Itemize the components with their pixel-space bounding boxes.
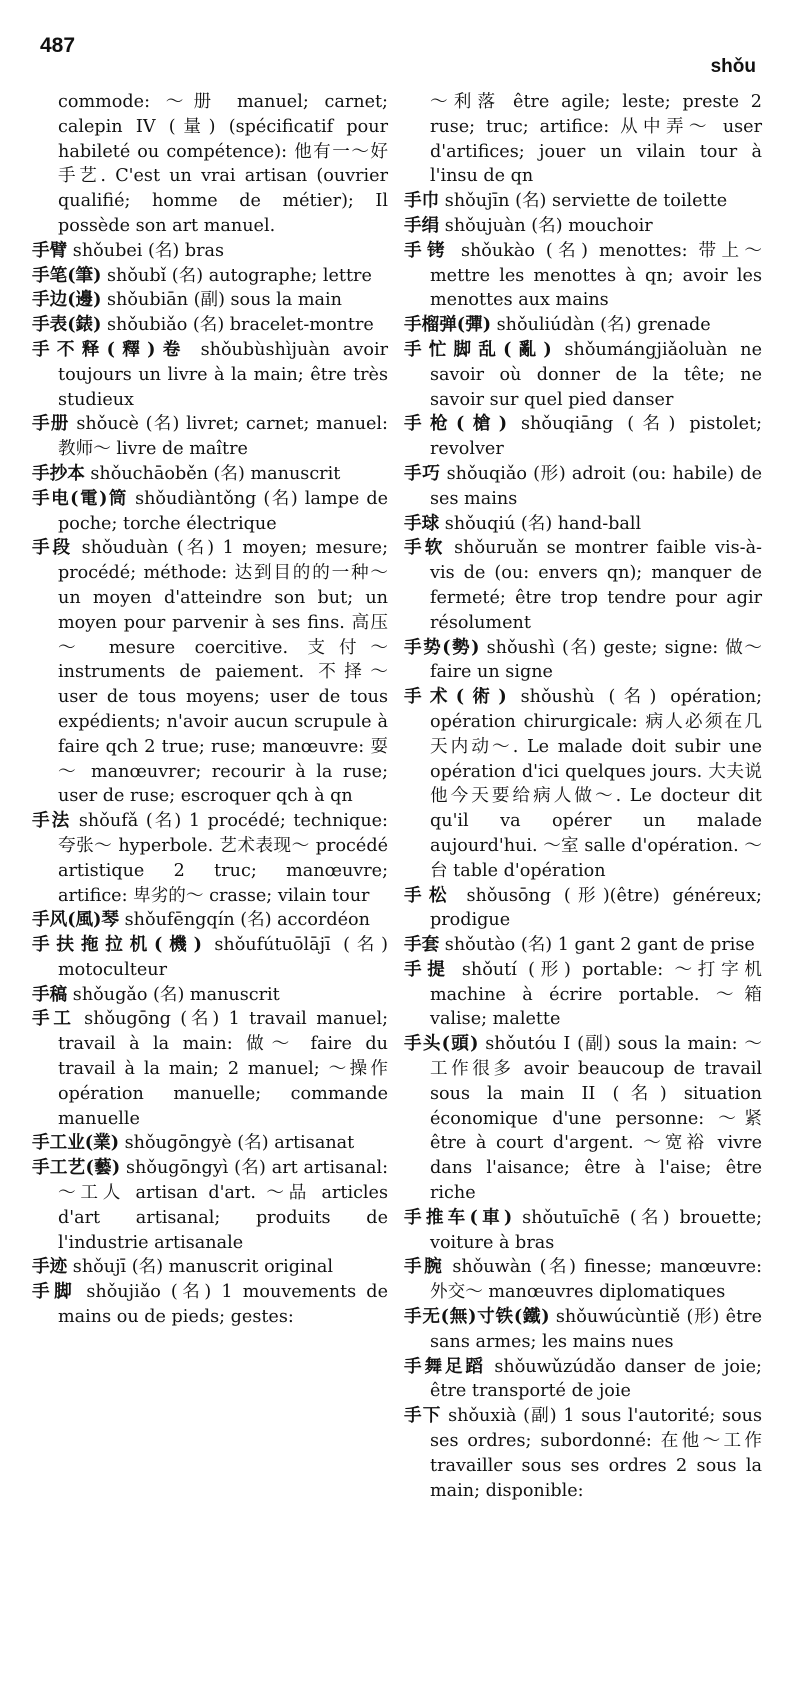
dictionary-entry bbox=[386, 536, 762, 635]
dictionary-entry bbox=[14, 1156, 388, 1255]
entry-headword: 手球 bbox=[404, 512, 440, 534]
entry-definition: shǒugǎo (名) manuscrit bbox=[72, 984, 280, 1005]
entry-definition: shǒugōngyì (名) art artisanal: ～工人 artisan d'art. ～品 articles d'art artisanal; produits de l'industrie artisanale bbox=[58, 1158, 389, 1253]
right-column bbox=[386, 90, 762, 1503]
entry-headword: 手枪(槍) bbox=[404, 413, 508, 435]
entry-headword: 手笔(筆) bbox=[32, 264, 102, 286]
entry-definition: shǒutí (形) portable: ～打字机 machine à écrire portable. ～箱 valise; malette bbox=[430, 959, 762, 1030]
entry-headword: 手势(勢) bbox=[404, 636, 480, 658]
entry-headword: 手脚 bbox=[32, 1281, 77, 1303]
entry-headword: 手软 bbox=[404, 537, 446, 559]
dictionary-entry bbox=[14, 264, 388, 289]
entry-headword: 手不释(釋)卷 bbox=[32, 338, 188, 360]
left-column bbox=[14, 90, 388, 1330]
entry-headword: 手松 bbox=[404, 884, 454, 906]
dictionary-entry bbox=[14, 288, 388, 313]
dictionary-entry bbox=[14, 1280, 388, 1330]
dictionary-entry bbox=[386, 412, 762, 462]
dictionary-entry bbox=[386, 90, 762, 189]
entry-headword: 手巾 bbox=[404, 190, 440, 212]
entry-definition: shǒuqiāng (名) pistolet; revolver bbox=[430, 414, 763, 460]
dictionary-entry bbox=[14, 809, 388, 908]
entry-headword: 手工业(業) bbox=[32, 1132, 120, 1154]
entry-headword: 手绢 bbox=[404, 214, 440, 236]
entry-headword: 手提 bbox=[404, 958, 451, 980]
entry-headword: 手巧 bbox=[404, 462, 441, 484]
dictionary-entry bbox=[14, 933, 388, 983]
entry-headword: 手下 bbox=[404, 1405, 442, 1427]
entry-definition: shǒujī (名) manuscrit original bbox=[72, 1257, 334, 1278]
entry-definition: shǒujīn (名) serviette de toilette bbox=[444, 191, 728, 212]
entry-definition: shǒuwàn (名) finesse; manœuvre: 外交～ manœuvres diplomatiques bbox=[430, 1257, 763, 1303]
entry-headword: 手工艺(藝) bbox=[32, 1157, 121, 1179]
dictionary-entry bbox=[386, 313, 762, 338]
entry-definition: shǒutóu I (副) sous la main: ～工作很多 avoir beaucoup de travail sous la main II (名) situation économique d'une personne: ～紧 être à court d'argent. ～宽裕 vivre dans l'aisance; être à l'aise; être riche bbox=[430, 1034, 763, 1204]
dictionary-entry bbox=[14, 462, 388, 487]
entry-headword: 手头(頭) bbox=[404, 1033, 479, 1055]
entry-definition: shǒuqiǎo (形) adroit (ou: habile) de ses mains bbox=[430, 463, 762, 509]
entry-definition: commode: ～册 manuel; carnet; calepin IV (量) (spécificatif pour habileté ou compétence): 他有一～好手艺. C'est un vrai artisan (ouvrier qualifié; homme de métier); Il possède son art manuel. bbox=[58, 92, 388, 236]
dictionary-entry bbox=[386, 189, 762, 214]
entry-definition: shǒudiàntǒng (名) lampe de poche; torche électrique bbox=[58, 488, 389, 534]
dictionary-entry bbox=[14, 412, 388, 462]
entry-headword: 手忙脚乱(亂) bbox=[404, 338, 552, 360]
entry-definition: shǒubùshìjuàn avoir toujours un livre à la main; être très studieux bbox=[58, 339, 388, 410]
entry-definition: shǒuxià (副) 1 sous l'autorité; sous ses ordres; subordonné: 在他～工作 travailler sous ses ordres 2 sous la main; disponible: bbox=[430, 1406, 762, 1501]
entry-headword: 手舞足蹈 bbox=[404, 1355, 486, 1377]
entry-definition: shǒumángjiǎoluàn ne savoir où donner de la tête; ne savoir sur quel pied danser bbox=[430, 339, 763, 410]
entry-definition: shǒubei (名) bras bbox=[72, 240, 225, 261]
dictionary-entry bbox=[386, 958, 762, 1032]
entry-headword: 手榴弹(彈) bbox=[404, 314, 492, 336]
entry-headword: 手臂 bbox=[32, 239, 68, 261]
entry-headword: 手腕 bbox=[404, 1256, 445, 1278]
entry-definition: shǒutào (名) 1 gant 2 gant de prise bbox=[444, 935, 755, 956]
dictionary-entry bbox=[386, 214, 762, 239]
dictionary-entry bbox=[14, 338, 388, 412]
entry-definition: shǒuduàn (名) 1 moyen; mesure; procédé; méthode: 达到目的的一种～ un moyen d'atteindre son but; un moyen pour parvenir à ses fins. 高压～ mesure coercitive. 支付～ instruments de paiement. 不择～ user de tous moyens; user de tous expédients; n'avoir aucun scrupule à faire qch 2 true; ruse; manœuvre: 耍～ manœuvrer; recourir à la ruse; user de ruse; escroquer qch à qn bbox=[58, 538, 388, 807]
entry-definition: shǒubiǎo (名) bracelet-montre bbox=[107, 315, 374, 336]
dictionary-entry bbox=[14, 1007, 388, 1131]
entry-definition: shǒuliúdàn (名) grenade bbox=[496, 315, 711, 336]
entry-headword: 手电(電)筒 bbox=[32, 487, 128, 509]
entry-definition: shǒugōng (名) 1 travail manuel; travail à la main: 做～ faire du travail à la main; 2 manuel; ～操作 opération manuelle; commande manuelle bbox=[58, 1009, 388, 1129]
entry-headword: 手术(術) bbox=[404, 686, 507, 708]
dictionary-entry bbox=[14, 1131, 388, 1156]
dictionary-entry bbox=[14, 313, 388, 338]
dictionary-entry bbox=[386, 884, 762, 934]
entry-headword: 手铐 bbox=[404, 239, 450, 261]
entry-headword: 手边(邊) bbox=[32, 289, 102, 311]
dictionary-entry bbox=[14, 239, 388, 264]
dictionary-entry bbox=[386, 685, 762, 883]
dictionary-entry bbox=[386, 1404, 762, 1503]
entry-headword: 手抄本 bbox=[32, 462, 85, 484]
dictionary-entry bbox=[386, 512, 762, 537]
dictionary-entry bbox=[14, 1255, 388, 1280]
dictionary-entry bbox=[386, 462, 762, 512]
entry-definition: shǒuqiú (名) hand-ball bbox=[444, 513, 642, 534]
entry-headword: 手表(錶) bbox=[32, 314, 102, 336]
dictionary-entry bbox=[386, 1255, 762, 1305]
entry-headword: 手风(風)琴 bbox=[32, 909, 120, 931]
dictionary-entry bbox=[386, 1305, 762, 1355]
dictionary-entry bbox=[386, 1032, 762, 1206]
entry-definition: shǒufǎ (名) 1 procédé; technique: 夸张～ hyperbole. 艺术表现～ procédé artistique 2 truc; manœuvre; artifice: 卑劣的～ crasse; vilain tour bbox=[58, 811, 388, 906]
entry-definition: shǒuwǔzúdǎo danser de joie; être transporté de joie bbox=[430, 1356, 762, 1402]
entry-definition: shǒufēngqín (名) accordéon bbox=[124, 910, 370, 931]
entry-definition: shǒusōng (形)(être) généreux; prodigue bbox=[430, 885, 762, 931]
entry-definition: shǒujiǎo (名) 1 mouvements de mains ou de pieds; gestes: bbox=[58, 1282, 388, 1328]
entry-definition: shǒugōngyè (名) artisanat bbox=[124, 1133, 355, 1154]
entry-headword: 手册 bbox=[32, 413, 70, 435]
entry-definition: shǒufútuōlājī (名) motoculteur bbox=[58, 935, 389, 980]
entry-definition: shǒushì (名) geste; signe: 做～ faire un signe bbox=[430, 637, 762, 683]
dictionary-entry bbox=[14, 536, 388, 809]
dictionary-entry bbox=[386, 933, 762, 958]
entry-headword: 手工 bbox=[32, 1008, 75, 1030]
entry-definition: shǒukào (名) menottes: 带上～ mettre les menottes à qn; avoir les menottes aux mains bbox=[430, 240, 763, 311]
dictionary-entry bbox=[386, 338, 762, 412]
running-head: shǒu bbox=[710, 56, 756, 77]
entry-headword: 手套 bbox=[404, 934, 440, 956]
page-number: 487 bbox=[40, 34, 76, 57]
dictionary-entry bbox=[386, 239, 762, 313]
entry-definition: shǒuruǎn se montrer faible vis-à-vis de (ou: envers qn); manquer de fermeté; être trop tendre pour agir résolument bbox=[430, 538, 762, 633]
entry-headword: 手段 bbox=[32, 537, 74, 559]
entry-headword: 手法 bbox=[32, 810, 72, 832]
entry-headword: 手推车(車) bbox=[404, 1206, 513, 1228]
dictionary-entry bbox=[14, 908, 388, 933]
entry-definition: ～利落 être agile; leste; preste 2 ruse; truc; artifice: 从中弄～ user d'artifices; jouer un vilain tour à l'insu de qn bbox=[430, 92, 762, 187]
dictionary-entry bbox=[386, 636, 762, 686]
entry-headword: 手扶拖拉机(機) bbox=[32, 934, 202, 956]
entry-definition: shǒuchāoběn (名) manuscrit bbox=[90, 463, 341, 484]
entry-definition: shǒujuàn (名) mouchoir bbox=[444, 215, 653, 236]
dictionary-entry bbox=[386, 1206, 762, 1256]
dictionary-entry bbox=[14, 487, 388, 537]
entry-definition: shǒushù (名) opération; opération chirurgicale: 病人必须在几天内动～. Le malade doit subir une opération d'ici quelques jours. 大夫说他今天要给病人做～. Le docteur dit qu'il va opérer un malade aujourd'hui. ～室 salle d'opération. ～台 table d'opération bbox=[430, 687, 763, 881]
entry-definition: shǒubǐ (名) autographe; lettre bbox=[107, 265, 372, 286]
entry-definition: shǒuwúcùntiě (形) être sans armes; les mains nues bbox=[430, 1307, 762, 1352]
entry-headword: 手迹 bbox=[32, 1256, 68, 1278]
entry-definition: shǒubiān (副) sous la main bbox=[107, 290, 342, 311]
entry-definition: shǒucè (名) livret; carnet; manuel: 教师～ livre de maître bbox=[58, 414, 388, 460]
entry-headword: 手稿 bbox=[32, 983, 68, 1005]
dictionary-entry bbox=[386, 1355, 762, 1405]
dictionary-entry bbox=[14, 90, 388, 239]
entry-headword: 手无(無)寸铁(鐵) bbox=[404, 1306, 550, 1328]
dictionary-entry bbox=[14, 983, 388, 1008]
entry-definition: shǒutuīchē (名) brouette; voiture à bras bbox=[430, 1207, 762, 1253]
